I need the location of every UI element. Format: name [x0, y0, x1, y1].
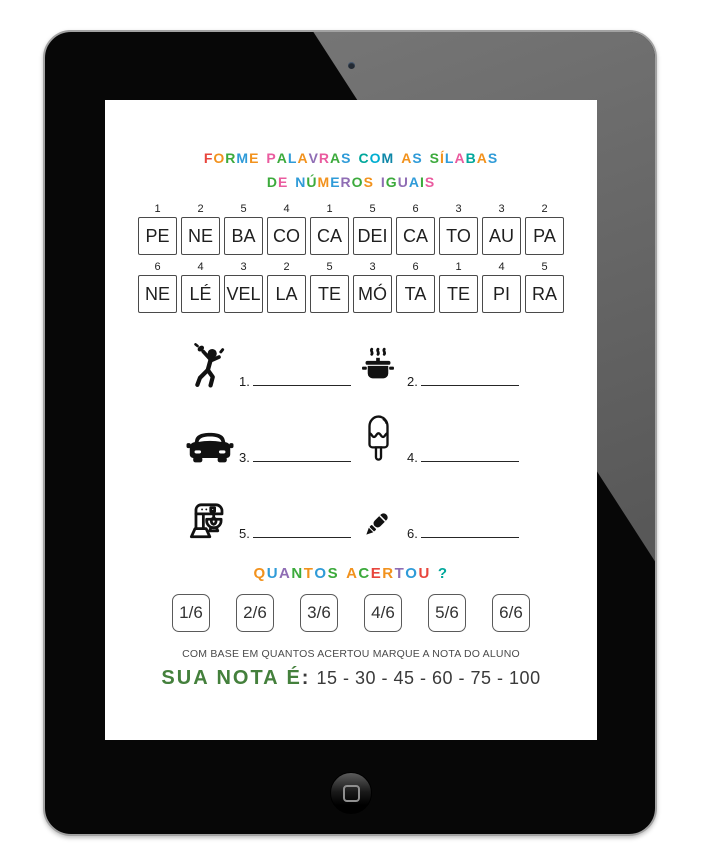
answer-row [183, 395, 519, 467]
colored-letter: A [330, 150, 342, 166]
colored-letter: S [327, 565, 340, 582]
answer-line-2[interactable] [421, 385, 519, 386]
colored-letter: O [213, 150, 226, 166]
syllable-number: 4 [283, 203, 290, 215]
colored-letter: I [380, 174, 386, 190]
score-box-1-6[interactable]: 1/6 [172, 594, 210, 632]
syllable-box: AU [482, 217, 521, 255]
colored-letter: G [385, 174, 398, 190]
answer-number: 5. [239, 526, 250, 541]
colored-letter: T [394, 565, 406, 582]
syllable-number: 5 [369, 203, 376, 215]
colored-letter: S [412, 150, 423, 166]
colored-letter: M [381, 150, 395, 166]
score-box-6-6[interactable]: 6/6 [492, 594, 530, 632]
syllable-box: DEI [353, 217, 392, 255]
syllable-number: 2 [197, 203, 204, 215]
colored-letter: R [225, 150, 237, 166]
colored-letter: C [358, 565, 371, 582]
syllable-row-2 [105, 260, 597, 313]
colored-letter: R [318, 150, 331, 166]
answer-number: 6. [407, 526, 418, 541]
colored-letter: N [291, 565, 304, 582]
colored-letter: O [405, 565, 419, 582]
colored-letter: I [419, 174, 425, 190]
syllable-box: TE [310, 275, 349, 313]
answer-item [351, 413, 519, 467]
grade-line [105, 667, 597, 690]
syllable-number: 1 [326, 203, 333, 215]
colored-letter: M [236, 150, 250, 166]
syllable-number: 6 [412, 203, 419, 215]
colored-letter: S [429, 150, 440, 166]
answer-line-5[interactable] [253, 537, 351, 538]
syllable-section [105, 202, 597, 313]
answer-item [183, 425, 351, 467]
syllable-number: 6 [154, 261, 161, 273]
answers-grid [183, 319, 519, 543]
colored-letter: O [314, 565, 328, 582]
syllable-cell [310, 202, 349, 255]
colored-letter: S [341, 150, 352, 166]
answer-item [351, 503, 519, 543]
colored-letter: A [276, 150, 288, 166]
syllable-cell [181, 260, 220, 313]
colored-letter: A [279, 565, 292, 582]
syllable-number: 5 [541, 261, 548, 273]
syllable-cell [482, 260, 521, 313]
colored-letter: D [266, 174, 278, 190]
syllable-cell [267, 202, 306, 255]
syllable-box: LÉ [181, 275, 220, 313]
stand-mixer-icon [183, 498, 237, 543]
colored-letter: S [363, 174, 374, 190]
syllable-number: 6 [412, 261, 419, 273]
syllable-box: RA [525, 275, 564, 313]
title-line-1 [105, 146, 597, 170]
colored-letter: E [277, 174, 289, 190]
colored-letter: Ú [306, 174, 318, 190]
syllable-cell [353, 202, 392, 255]
colored-letter: Q [253, 565, 267, 582]
colored-letter: F [203, 150, 214, 166]
colored-letter: E [330, 174, 341, 190]
colored-letter: V [308, 150, 319, 166]
answer-item [183, 341, 351, 391]
colored-letter: R [340, 174, 352, 190]
colored-letter: L [287, 150, 298, 166]
answer-line-4[interactable] [421, 461, 519, 462]
colored-letter: A [297, 150, 309, 166]
colored-letter: O [369, 150, 382, 166]
grade-colon: : [301, 667, 309, 689]
syllable-box: TE [439, 275, 478, 313]
note-caption: COM BASE EM QUANTOS ACERTOU MARQUE A NOTA DO ALUNO [182, 648, 520, 660]
answer-number: 1. [239, 374, 250, 389]
title-line-2 [105, 170, 597, 194]
colored-letter: C [358, 150, 370, 166]
syllable-box: BA [224, 217, 263, 255]
cooking-pot-icon [351, 347, 405, 391]
answer-row [183, 471, 519, 543]
popsicle-icon [351, 413, 405, 467]
tablet-frame [43, 30, 657, 836]
syllable-number: 4 [197, 261, 204, 273]
syllable-row-1 [105, 202, 597, 255]
syllable-cell [310, 260, 349, 313]
score-box-5-6[interactable]: 5/6 [428, 594, 466, 632]
colored-letter: A [476, 150, 488, 166]
colored-letter: E [249, 150, 260, 166]
colored-letter: U [266, 565, 280, 582]
syllable-box: VEL [224, 275, 263, 313]
worksheet-title [105, 146, 597, 194]
syllable-cell [224, 202, 263, 255]
syllable-box: PE [138, 217, 177, 255]
colored-letter: L [444, 150, 455, 166]
home-button[interactable] [330, 772, 372, 814]
colored-letter: U [418, 565, 431, 582]
syllable-number: 3 [240, 261, 247, 273]
score-box-3-6[interactable]: 3/6 [300, 594, 338, 632]
syllable-box: PA [525, 217, 564, 255]
colored-letter: P [266, 150, 277, 166]
colored-letter: S [424, 174, 436, 190]
answer-number: 3. [239, 450, 250, 465]
colored-letter: A [346, 565, 359, 582]
colored-letter: O [351, 174, 364, 190]
colored-letter: A [454, 150, 466, 166]
answer-line-3[interactable] [253, 461, 351, 462]
colored-letter: E [370, 565, 383, 582]
score-heading [105, 565, 597, 582]
syllable-cell [439, 202, 478, 255]
colored-letter: N [295, 174, 307, 190]
score-box-2-6[interactable]: 2/6 [236, 594, 274, 632]
syllable-cell [267, 260, 306, 313]
score-boxes-row [105, 594, 597, 632]
answer-line-1[interactable] [253, 385, 351, 386]
car-icon [183, 425, 237, 467]
syllable-cell [525, 260, 564, 313]
syllable-box: TA [396, 275, 435, 313]
syllable-number: 5 [240, 203, 247, 215]
syllable-number: 3 [369, 261, 376, 273]
syllable-number: 2 [283, 261, 290, 273]
syllable-box: NE [181, 217, 220, 255]
syllable-cell [138, 202, 177, 255]
syllable-number: 3 [455, 203, 462, 215]
syllable-box: CO [267, 217, 306, 255]
answer-number: 2. [407, 374, 418, 389]
syllable-box: TO [439, 217, 478, 255]
syllable-box: CA [396, 217, 435, 255]
answer-item [183, 498, 351, 543]
colored-letter: T [303, 565, 315, 582]
peteca-player-icon [183, 341, 237, 391]
colored-letter: Í [440, 150, 445, 166]
syllable-box: MÓ [353, 275, 392, 313]
syllable-number: 5 [326, 261, 333, 273]
colored-letter: A [408, 174, 420, 190]
syllable-cell [525, 202, 564, 255]
syllable-cell [482, 202, 521, 255]
syllable-box: CA [310, 217, 349, 255]
syllable-cell [181, 202, 220, 255]
syllable-cell [396, 202, 435, 255]
syllable-number: 1 [154, 203, 161, 215]
colored-letter: R [382, 565, 395, 582]
pen-icon [351, 503, 405, 543]
score-box-4-6[interactable]: 4/6 [364, 594, 402, 632]
answer-line-6[interactable] [421, 537, 519, 538]
syllable-cell [224, 260, 263, 313]
colored-letter: U [397, 174, 409, 190]
colored-letter: A [401, 150, 413, 166]
syllable-number: 2 [541, 203, 548, 215]
syllable-box: LA [267, 275, 306, 313]
home-button-square-icon [343, 785, 360, 802]
syllable-number: 4 [498, 261, 505, 273]
grade-label: SUA NOTA É [161, 667, 302, 689]
colored-letter: B [465, 150, 477, 166]
syllable-cell [138, 260, 177, 313]
syllable-cell [396, 260, 435, 313]
colored-letter: M [317, 174, 331, 190]
answer-number: 4. [407, 450, 418, 465]
answer-row [183, 319, 519, 391]
syllable-box: NE [138, 275, 177, 313]
syllable-cell [353, 260, 392, 313]
syllable-number: 1 [455, 261, 462, 273]
front-camera-icon [348, 62, 355, 69]
colored-letter: S [487, 150, 499, 166]
syllable-cell [439, 260, 478, 313]
syllable-number: 3 [498, 203, 505, 215]
colored-letter: ? [437, 565, 449, 582]
tablet-screen [105, 100, 597, 740]
grade-values: 15 - 30 - 45 - 60 - 75 - 100 [316, 668, 541, 688]
answer-item [351, 347, 519, 391]
syllable-box: PI [482, 275, 521, 313]
